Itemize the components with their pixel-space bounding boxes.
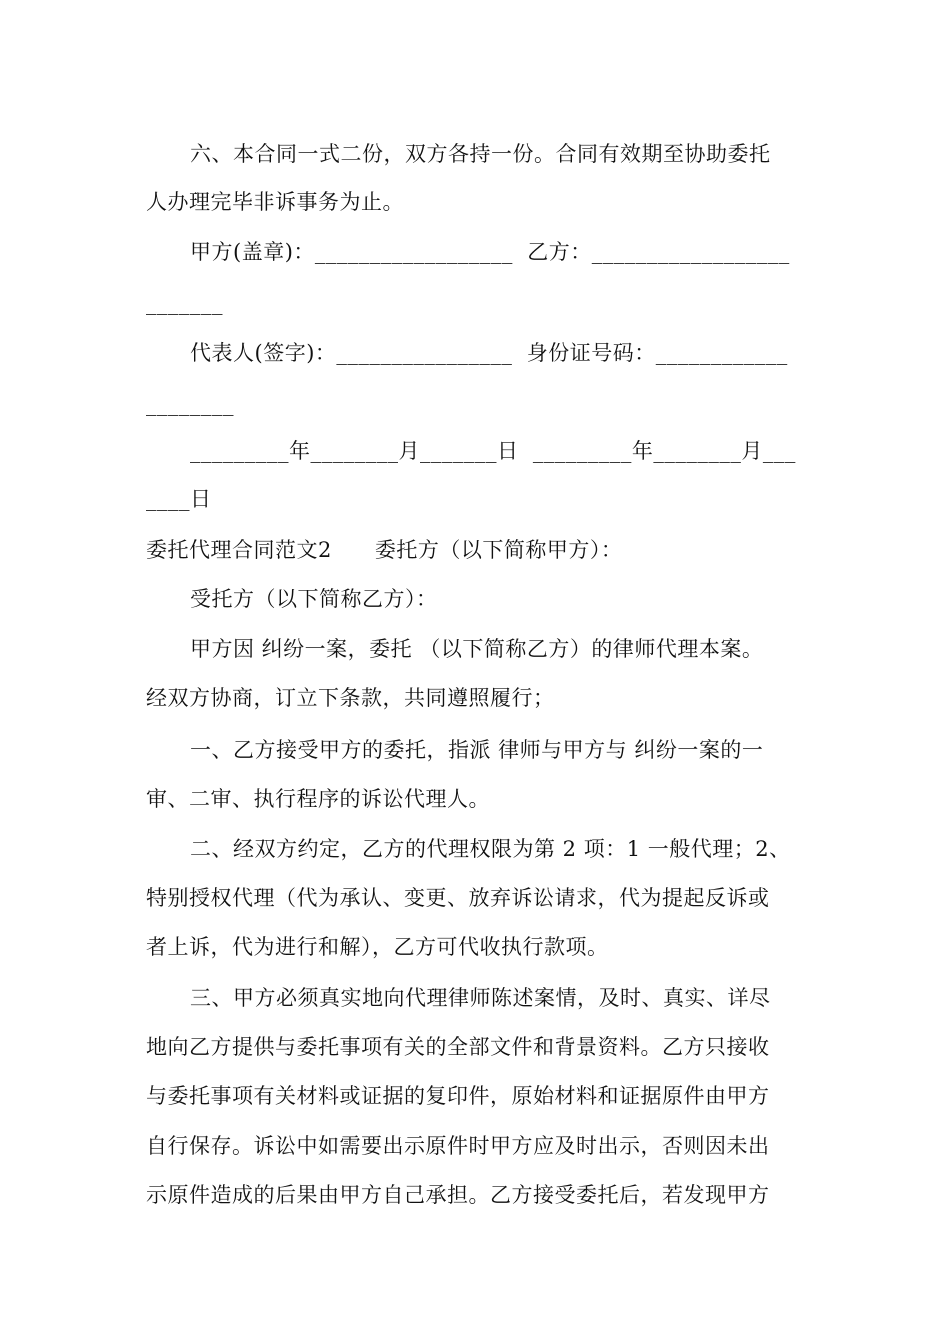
clause-one-line-2: 审、二审、执行程序的诉讼代理人。 [146,787,490,811]
clause-three-line-4: 自行保存。诉讼中如需要出示原件时甲方应及时出示，否则因未出 [146,1134,770,1158]
contract-2-title-line: 委托代理合同范文2 委托方（以下简称甲方）： [146,538,623,562]
clause-one-line-1: 一、乙方接受甲方的委托，指派 律师与甲方与 纠纷一案的一 [190,738,764,762]
clause-three-line-1: 三、甲方必须真实地向代理律师陈述案情，及时、真实、详尽 [190,986,771,1010]
signature-party-a-continuation: _______ [146,291,223,315]
trustee-line: 受托方（以下简称乙方）： [190,587,438,611]
signature-party-a-line: 甲方(盖章)：__________________ 乙方：__________________ [190,240,790,264]
clause-two-line-2: 特别授权代理（代为承认、变更、放弃诉讼请求，代为提起反诉或 [146,886,770,910]
paragraph-six-line-1: 六、本合同一式二份，双方各持一份。合同有效期至协助委托 [190,142,771,166]
clause-three-line-2: 地向乙方提供与委托事项有关的全部文件和背景资料。乙方只接收 [146,1035,770,1059]
intro-line-2: 经双方协商，订立下条款，共同遵照履行； [146,686,555,710]
signature-representative-line: 代表人(签字)：________________ 身份证号码：____________ [190,341,788,365]
clause-two-line-3: 者上诉，代为进行和解），乙方可代收执行款项。 [146,935,609,959]
paragraph-six-line-2: 人办理完毕非诉事务为止。 [146,190,404,214]
signature-date-continuation: ____日 [146,487,212,511]
intro-line-1: 甲方因 纠纷一案，委托 （以下简称乙方）的律师代理本案。 [190,637,764,661]
clause-three-line-5: 示原件造成的后果由甲方自己承担。乙方接受委托后，若发现甲方 [146,1183,770,1207]
signature-representative-continuation: ________ [146,392,234,416]
clause-two-line-1: 二、经双方约定，乙方的代理权限为第 2 项：1 一般代理；2、 [190,837,791,861]
signature-date-line: _________年________月_______日 _________年________月___ [190,439,796,463]
clause-three-line-3: 与委托事项有关材料或证据的复印件，原始材料和证据原件由甲方 [146,1084,770,1108]
